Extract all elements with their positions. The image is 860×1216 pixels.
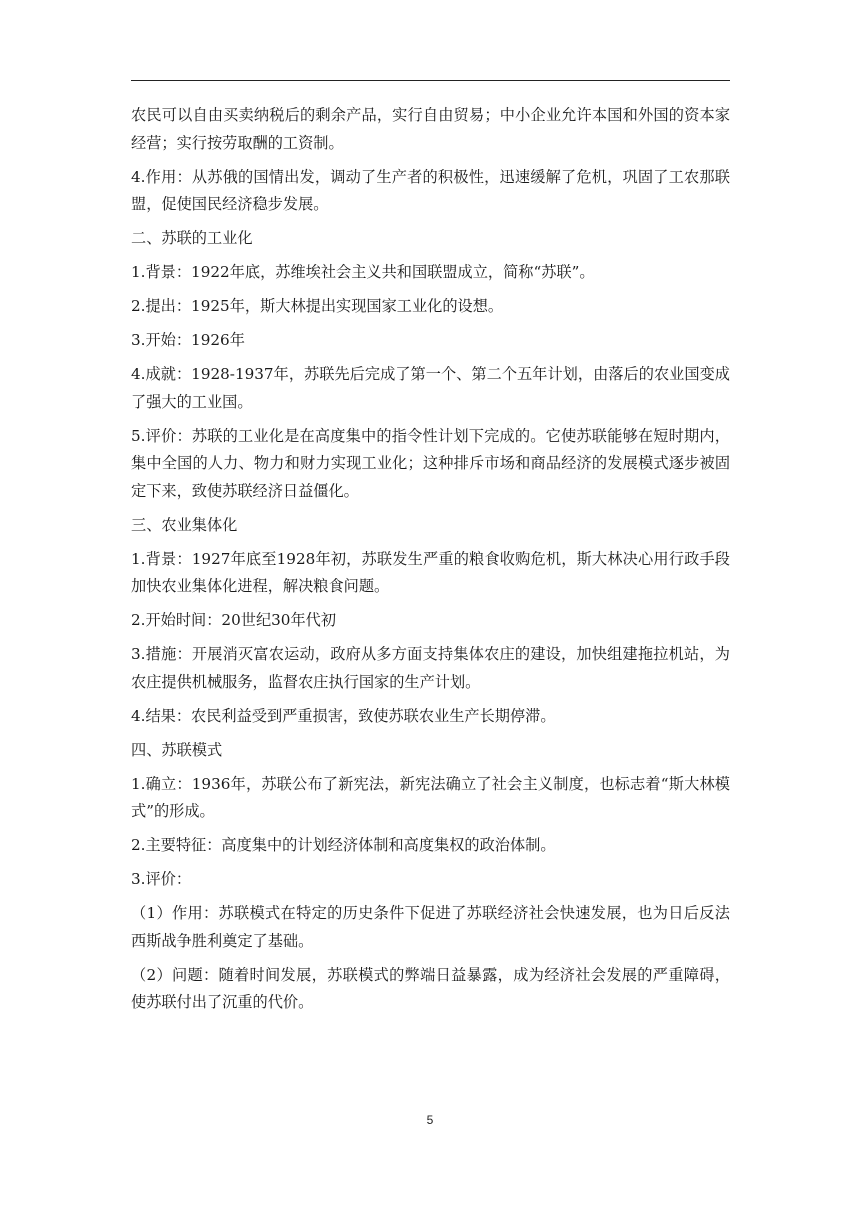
paragraph: （1）作用：苏联模式在特定的历史条件下促进了苏联经济社会快速发展，也为日后反法西斯战争胜利奠定了基础。 (131, 904, 730, 950)
paragraph: 5.评价：苏联的工业化是在高度集中的指令性计划下完成的。它使苏联能够在短时期内，集中全国的人力、物力和财力实现工业化；这种排斥市场和商品经济的发展模式逐步被固定下来，致使苏联经济日益僵化。 (131, 426, 730, 500)
header-rule (131, 80, 730, 81)
section-heading: 二、苏联的工业化 (131, 229, 253, 247)
paragraph: 3.开始：1926年 (131, 331, 245, 349)
paragraph: 2.主要特征：高度集中的计划经济体制和高度集权的政治体制。 (131, 836, 556, 854)
section-heading: 四、苏联模式 (131, 740, 223, 759)
paragraph: 3.措施：开展消灭富农运动，政府从多方面支持集体农庄的建设，加快组建拖拉机站，为农庄提供机械服务，监督农庄执行国家的生产计划。 (131, 645, 730, 691)
document-body (131, 102, 730, 1023)
paragraph: 农民可以自由买卖纳税后的剩余产品，实行自由贸易；中小企业允许本国和外国的资本家经营；实行按劳取酬的工资制。 (131, 106, 730, 152)
paragraph: （2）问题：随着时间发展，苏联模式的弊端日益暴露，成为经济社会发展的严重障碍，使苏联付出了沉重的代价。 (131, 965, 730, 1011)
paragraph: 2.开始时间：20世纪30年代初 (131, 611, 337, 629)
paragraph: 1.背景：1922年底，苏维埃社会主义共和国联盟成立，简称“苏联”。 (131, 263, 595, 281)
paragraph: 3.评价： (131, 870, 192, 888)
paragraph: 4.作用：从苏俄的国情出发，调动了生产者的积极性，迅速缓解了危机，巩固了工农那联盟，促使国民经济稳步发展。 (131, 167, 730, 213)
paragraph: 1.背景：1927年底至1928年初，苏联发生严重的粮食收购危机，斯大林决心用行政手段加快农业集体化进程，解决粮食问题。 (131, 549, 730, 595)
paragraph: 2.提出：1925年，斯大林提出实现国家工业化的设想。 (131, 297, 504, 315)
paragraph: 4.结果：农民利益受到严重损害，致使苏联农业生产长期停滞。 (131, 706, 556, 725)
paragraph: 1.确立：1936年，苏联公布了新宪法，新宪法确立了社会主义制度，也标志着“斯大林模式”的形成。 (131, 774, 730, 820)
section-heading: 三、农业集体化 (131, 515, 238, 534)
page-number: 5 (426, 1113, 434, 1127)
paragraph: 4.成就：1928-1937年，苏联先后完成了第一个、第二个五年计划，由落后的农业国变成了强大的工业国。 (131, 365, 730, 411)
